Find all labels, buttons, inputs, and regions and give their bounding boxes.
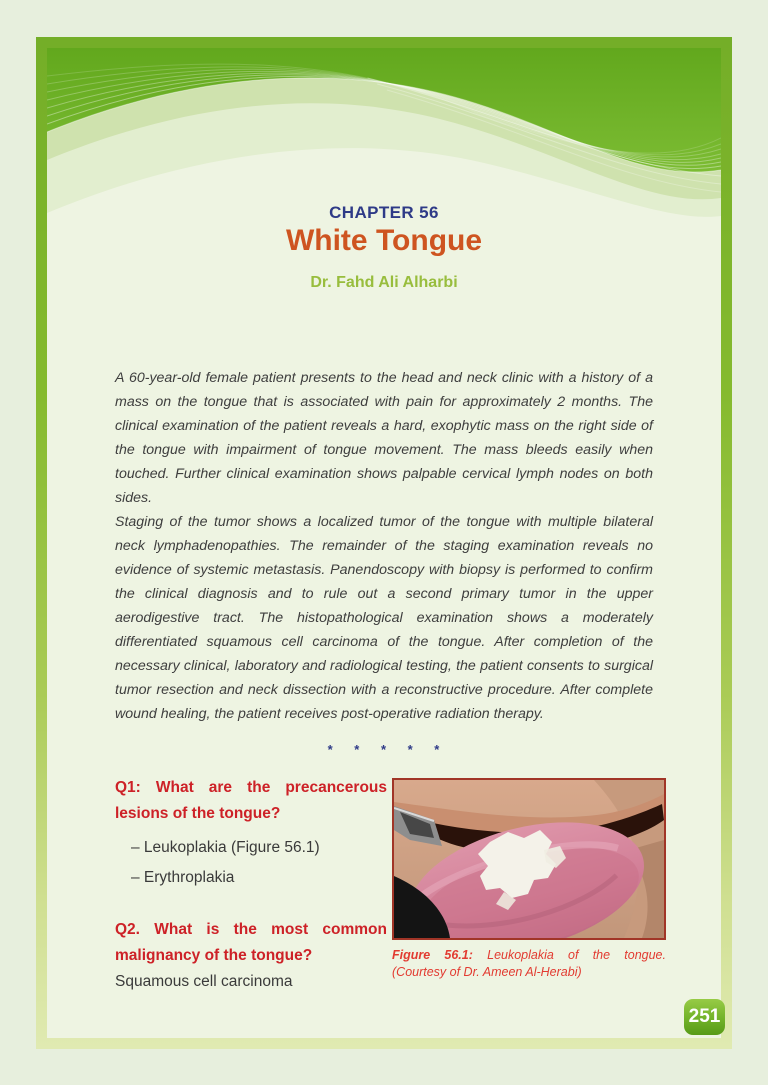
figure-56-1 — [392, 778, 666, 981]
question-2-answer: Squamous cell carcinoma — [115, 973, 293, 990]
question-2: Q2. What is the most common malignancy of the tongue? — [115, 921, 387, 964]
page-number-badge: 251 — [684, 999, 725, 1035]
page-content — [47, 48, 721, 1038]
case-description — [115, 366, 653, 726]
question-1-answers — [131, 833, 387, 893]
author-name: Dr. Fahd Ali Alharbi — [310, 274, 458, 291]
stars-separator: * * * * * — [327, 742, 441, 757]
page-frame — [36, 37, 732, 1049]
question-2-block — [115, 917, 387, 994]
figure-photo — [392, 778, 666, 940]
chapter-label: CHAPTER 56 — [329, 203, 439, 222]
case-paragraph-2: Staging of the tumor shows a localized tumor of the tongue with multiple bilateral neck lymphadenopathies. The remainder of the staging examination reveals no evidence of systemic metastasis. Panendoscopy with biopsy is performed to confirm the clinical diagnosis and to rule out a second primary tumor in the upper aerodigestive tract. The histopathological examination shows a moderately differentiated squamous cell carcinoma of the tongue. After completion of the necessary clinical, laboratory and radiological testing, the patient consents to surgical tumor resection and neck dissection with a reconstructive procedure. After complete wound healing, the patient receives post-operative radiation therapy. — [115, 514, 653, 722]
page-title: White Tongue — [285, 224, 483, 257]
figure-caption-text: Leukoplakia of the tongue. (Courtesy of Dr. Ameen Al-Herabi) — [392, 948, 666, 979]
case-paragraph-1: A 60-year-old female patient presents to the head and neck clinic with a history of a mass on the tongue that is associated with pain for approximately 2 months. The clinical examination of the patient reveals a hard, exophytic mass on the right side of the tongue with impairment of tongue movement. The mass bleeds easily when touched. Further clinical examination shows palpable cervical lymph nodes on both sides. — [115, 370, 653, 506]
answer-item: – Leukoplakia (Figure 56.1) — [131, 839, 320, 856]
answer-item: – Erythroplakia — [131, 869, 235, 886]
question-1: Q1: What are the precancerous lesions of the tongue? — [115, 779, 387, 822]
qa-section — [115, 775, 387, 994]
figure-caption — [392, 947, 666, 981]
tongue-photo-illustration — [394, 780, 664, 938]
figure-caption-label: Figure 56.1: — [392, 948, 473, 962]
